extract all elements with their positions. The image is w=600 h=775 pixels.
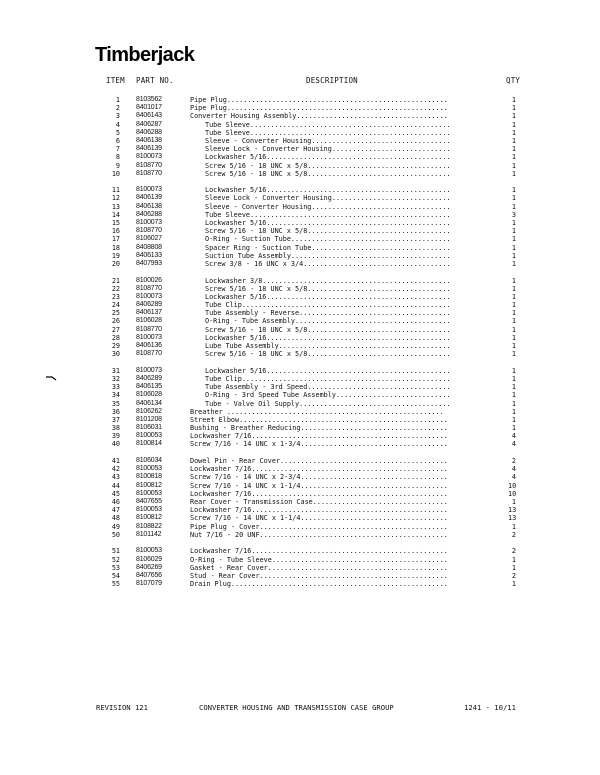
item-number: 23 [111, 292, 120, 301]
quantity: 1 [511, 317, 516, 326]
item-number: 28 [111, 333, 120, 342]
part-number: 8108770 [136, 350, 162, 358]
table-row [0, 301, 600, 309]
table-row [0, 293, 600, 301]
table-row [0, 531, 600, 539]
table-row [0, 416, 600, 424]
item-number: 49 [111, 522, 120, 531]
footer-revision: REVISION 121 [96, 703, 148, 712]
table-row [0, 309, 600, 317]
quantity: 1 [511, 194, 516, 203]
quantity: 2 [511, 457, 516, 466]
item-number: 41 [111, 457, 120, 466]
quantity: 1 [511, 284, 516, 293]
footer-page: 1241 - 10/11 [464, 703, 516, 712]
table-row [0, 162, 600, 170]
part-number: 8106031 [136, 424, 162, 432]
table-row [0, 252, 600, 260]
quantity: 1 [511, 399, 516, 408]
table-row [0, 285, 600, 293]
part-number: 8407656 [136, 571, 162, 579]
table-row [0, 194, 600, 202]
part-number: 8100073 [136, 292, 162, 300]
part-number: 8100812 [136, 481, 162, 489]
part-number: 8100053 [136, 506, 162, 514]
part-description: Screw 7/16 - 14 UNC x 1-3/4.................................... [190, 440, 448, 449]
table-row [0, 432, 600, 440]
item-number: 43 [111, 473, 120, 482]
item-number: 30 [111, 350, 120, 359]
item-number: 50 [111, 530, 120, 539]
part-number: 8100073 [136, 333, 162, 341]
footer-title: CONVERTER HOUSING AND TRANSMISSION CASE GROUP [199, 703, 394, 712]
part-description: Lockwasher 7/16................................................ [190, 506, 448, 515]
part-description: Street Elbow................................................... [190, 415, 448, 424]
part-number: 8406288 [136, 128, 162, 136]
table-row [0, 514, 600, 522]
part-number: 8106028 [136, 317, 162, 325]
quantity: 1 [511, 227, 516, 236]
item-number: 21 [111, 276, 120, 285]
item-number: 12 [111, 194, 120, 203]
quantity: 1 [511, 161, 516, 170]
quantity: 1 [511, 112, 516, 121]
item-number: 5 [115, 128, 120, 137]
part-description: Screw 5/16 - 18 UNC x 5/8................................... [205, 227, 451, 236]
quantity: 1 [511, 424, 516, 433]
part-number: 8407993 [136, 259, 162, 267]
part-description: Tube Clip................................................... [205, 374, 451, 383]
quantity: 2 [511, 547, 516, 556]
table-row [0, 482, 600, 490]
part-number: 8406289 [136, 374, 162, 382]
table-row [0, 96, 600, 104]
quantity: 1 [511, 128, 516, 137]
quantity: 1 [511, 259, 516, 268]
part-description: O-Ring - Suction Tube....................................... [205, 235, 451, 244]
part-number: 8100053 [136, 489, 162, 497]
table-row [0, 391, 600, 399]
table-row [0, 186, 600, 194]
part-description: Screw 5/16 - 18 UNC x 5/8................................... [205, 325, 451, 334]
table-row [0, 277, 600, 285]
part-description: Lockwasher 7/16................................................ [190, 489, 448, 498]
quantity: 1 [511, 309, 516, 318]
column-header-part-no: PART NO. [136, 76, 174, 85]
quantity: 10 [508, 489, 517, 498]
item-number: 45 [111, 489, 120, 498]
part-description: Nut 7/16 - 20 UNF.............................................. [190, 530, 448, 539]
part-number: 8406138 [136, 202, 162, 210]
item-number: 7 [115, 145, 120, 154]
part-number: 8100053 [136, 432, 162, 440]
quantity: 1 [511, 350, 516, 359]
part-number: 8406288 [136, 210, 162, 218]
quantity: 1 [511, 325, 516, 334]
table-row [0, 203, 600, 211]
part-description: Screw 7/16 - 14 UNC x 1-1/4.................................... [190, 481, 448, 490]
table-row [0, 137, 600, 145]
item-number: 55 [111, 580, 120, 589]
part-description: Pipe Plug - Cover.............................................. [190, 522, 448, 531]
table-row [0, 112, 600, 120]
quantity: 1 [511, 169, 516, 178]
part-number: 8100073 [136, 186, 162, 194]
quantity: 1 [511, 243, 516, 252]
item-number: 34 [111, 391, 120, 400]
part-description: O-Ring - Tube Assembly...................................... [205, 317, 451, 326]
part-number: 8100818 [136, 473, 162, 481]
table-row [0, 317, 600, 325]
item-number: 42 [111, 465, 120, 474]
quantity: 1 [511, 366, 516, 375]
quantity: 2 [511, 571, 516, 580]
table-row [0, 260, 600, 268]
quantity: 13 [508, 514, 517, 523]
quantity: 1 [511, 563, 516, 572]
part-description: Stud - Rear Cover.............................................. [190, 571, 448, 580]
item-number: 35 [111, 399, 120, 408]
part-number: 8101208 [136, 415, 162, 423]
quantity: 1 [511, 145, 516, 154]
table-row [0, 334, 600, 342]
quantity: 1 [511, 202, 516, 211]
item-number: 44 [111, 481, 120, 490]
part-number: 8100073 [136, 153, 162, 161]
part-number: 8106027 [136, 235, 162, 243]
part-description: Lockwasher 5/16............................................. [205, 219, 451, 228]
quantity: 1 [511, 251, 516, 260]
parts-list [0, 96, 600, 588]
item-number: 8 [115, 153, 120, 162]
part-number: 8100053 [136, 465, 162, 473]
part-description: Lockwasher 7/16................................................ [190, 465, 448, 474]
table-row [0, 506, 600, 514]
item-number: 36 [111, 407, 120, 416]
quantity: 1 [511, 219, 516, 228]
table-row [0, 498, 600, 506]
part-description: Screw 5/16 - 18 UNC x 5/8................................... [205, 284, 451, 293]
quantity: 1 [511, 96, 516, 104]
part-description: Tube Assembly - 3rd Speed................................... [205, 383, 451, 392]
item-number: 29 [111, 342, 120, 351]
table-row [0, 473, 600, 481]
quantity: 1 [511, 292, 516, 301]
item-number: 40 [111, 440, 120, 449]
part-description: Gasket - Rear Cover............................................ [190, 563, 448, 572]
table-row [0, 211, 600, 219]
item-number: 9 [115, 161, 120, 170]
part-description: O-Ring - 3rd Speed Tube Assembly............................ [205, 391, 451, 400]
part-number: 8100073 [136, 366, 162, 374]
item-number: 32 [111, 374, 120, 383]
item-number: 10 [111, 169, 120, 178]
part-number: 8406135 [136, 383, 162, 391]
table-row [0, 408, 600, 416]
table-row [0, 547, 600, 555]
item-number: 25 [111, 309, 120, 318]
table-row [0, 375, 600, 383]
table-row [0, 235, 600, 243]
item-number: 2 [115, 104, 120, 113]
table-row [0, 104, 600, 112]
item-number: 51 [111, 547, 120, 556]
item-number: 54 [111, 571, 120, 580]
item-number: 22 [111, 284, 120, 293]
part-number: 8406133 [136, 251, 162, 259]
part-description: Screw 7/16 - 14 UNC x 2-3/4.................................... [190, 473, 448, 482]
part-description: Breather ..................................................... [190, 407, 444, 416]
table-row [0, 367, 600, 375]
quantity: 4 [511, 440, 516, 449]
table-row [0, 326, 600, 334]
part-number: 8401017 [136, 104, 162, 112]
part-number: 8108770 [136, 227, 162, 235]
quantity: 1 [511, 276, 516, 285]
part-description: Rear Cover - Transmission Case................................. [190, 498, 448, 506]
table-row [0, 350, 600, 358]
part-number: 8100026 [136, 276, 162, 284]
item-number: 4 [115, 120, 120, 129]
part-description: Lockwasher 5/16............................................. [205, 333, 451, 342]
item-number: 1 [115, 96, 120, 104]
part-number: 8406143 [136, 112, 162, 120]
item-number: 47 [111, 506, 120, 515]
table-row [0, 342, 600, 350]
item-number: 26 [111, 317, 120, 326]
part-description: Tube Sleeve................................................. [205, 120, 451, 129]
brand-logo: Timberjack [95, 44, 195, 66]
column-header-description: DESCRIPTION [306, 76, 358, 85]
part-number: 8406136 [136, 342, 162, 350]
table-row [0, 490, 600, 498]
table-row [0, 572, 600, 580]
part-description: Screw 5/16 - 18 UNC x 5/8................................... [205, 169, 451, 178]
item-number: 20 [111, 259, 120, 268]
part-description: Lockwasher 5/16............................................. [205, 153, 451, 162]
part-number: 8406138 [136, 136, 162, 144]
table-row [0, 244, 600, 252]
part-number: 8108822 [136, 522, 162, 530]
quantity: 1 [511, 580, 516, 589]
quantity: 1 [511, 120, 516, 129]
quantity: 1 [511, 333, 516, 342]
part-number: 8406269 [136, 563, 162, 571]
item-number: 37 [111, 415, 120, 424]
item-number: 39 [111, 432, 120, 441]
item-number: 33 [111, 383, 120, 392]
part-description: Lockwasher 3/8.............................................. [205, 276, 451, 285]
table-row [0, 219, 600, 227]
quantity: 1 [511, 186, 516, 195]
item-number: 24 [111, 301, 120, 310]
quantity: 1 [511, 153, 516, 162]
part-description: Pipe Plug...................................................... [190, 104, 448, 113]
quantity: 4 [511, 432, 516, 441]
part-number: 8106034 [136, 457, 162, 465]
table-row [0, 465, 600, 473]
table-row [0, 129, 600, 137]
quantity: 10 [508, 481, 517, 490]
margin-mark [46, 376, 57, 381]
item-number: 53 [111, 563, 120, 572]
part-description: Suction Tube Assembly....................................... [205, 251, 451, 260]
part-description: Screw 5/16 - 18 UNC x 5/8................................... [205, 161, 451, 170]
item-number: 31 [111, 366, 120, 375]
quantity: 1 [511, 235, 516, 244]
part-number: 8108770 [136, 284, 162, 292]
quantity: 4 [511, 465, 516, 474]
part-description: Sleeve - Converter Housing.................................. [205, 202, 451, 211]
part-number: 8106028 [136, 391, 162, 399]
part-number: 8406134 [136, 399, 162, 407]
item-number: 16 [111, 227, 120, 236]
part-description: Screw 7/16 - 14 UNC x 1-1/4.................................... [190, 514, 448, 523]
quantity: 1 [511, 391, 516, 400]
part-number: 8103562 [136, 96, 162, 103]
part-number: 8408808 [136, 243, 162, 251]
part-number: 8406287 [136, 120, 162, 128]
part-description: O-Ring - Tube Sleeve........................................... [190, 555, 448, 564]
table-row [0, 440, 600, 448]
part-number: 8100814 [136, 440, 162, 448]
part-description: Tube Sleeve................................................. [205, 210, 451, 219]
item-number: 15 [111, 219, 120, 228]
part-description: Lockwasher 7/16................................................ [190, 547, 448, 556]
part-description: Lockwasher 5/16............................................. [205, 366, 451, 375]
item-number: 52 [111, 555, 120, 564]
part-description: Dowel Pin - Rear Cover......................................... [190, 457, 448, 466]
part-description: Lockwasher 7/16................................................ [190, 432, 448, 441]
quantity: 1 [511, 415, 516, 424]
part-number: 8106029 [136, 555, 162, 563]
item-number: 46 [111, 498, 120, 506]
table-row [0, 457, 600, 465]
table-row [0, 523, 600, 531]
table-row [0, 556, 600, 564]
part-description: Lube Tube Assembly.......................................... [205, 342, 451, 351]
part-description: Drain Plug..................................................... [190, 580, 448, 589]
quantity: 1 [511, 374, 516, 383]
item-number: 19 [111, 251, 120, 260]
part-number: 8101142 [136, 530, 162, 538]
table-row [0, 400, 600, 408]
part-description: Screw 5/16 - 18 UNC x 5/8................................... [205, 350, 451, 359]
table-row [0, 121, 600, 129]
table-row [0, 145, 600, 153]
quantity: 3 [511, 210, 516, 219]
part-number: 8406139 [136, 194, 162, 202]
part-description: Screw 3/8 - 16 UNC x 3/4.................................... [205, 259, 451, 268]
table-row [0, 227, 600, 235]
part-number: 8108770 [136, 161, 162, 169]
part-description: Pipe Plug...................................................... [190, 96, 448, 104]
part-description: Tube Sleeve................................................. [205, 128, 451, 137]
item-number: 18 [111, 243, 120, 252]
quantity: 1 [511, 498, 516, 506]
part-number: 8108770 [136, 169, 162, 177]
part-number: 8100812 [136, 514, 162, 522]
item-number: 14 [111, 210, 120, 219]
part-description: Sleeve - Converter Housing.................................. [205, 136, 451, 145]
quantity: 1 [511, 522, 516, 531]
quantity: 1 [511, 301, 516, 310]
item-number: 11 [111, 186, 120, 195]
part-description: Tube Clip................................................... [205, 301, 451, 310]
quantity: 2 [511, 530, 516, 539]
part-description: Sleeve Lock - Converter Housing............................. [205, 145, 451, 154]
part-number: 8107079 [136, 580, 162, 588]
part-description: Bushing - Breather Reducing.................................... [190, 424, 448, 433]
part-number: 8407655 [136, 498, 162, 505]
item-number: 17 [111, 235, 120, 244]
part-description: Converter Housing Assembly..................................... [190, 112, 448, 121]
quantity: 1 [511, 104, 516, 113]
item-number: 38 [111, 424, 120, 433]
part-number: 8100073 [136, 219, 162, 227]
quantity: 1 [511, 383, 516, 392]
table-row [0, 170, 600, 178]
item-number: 13 [111, 202, 120, 211]
table-row [0, 424, 600, 432]
part-description: Tube Assembly - Reverse..................................... [205, 309, 451, 318]
quantity: 4 [511, 473, 516, 482]
item-number: 48 [111, 514, 120, 523]
item-number: 6 [115, 136, 120, 145]
part-number: 8106262 [136, 407, 162, 415]
table-row [0, 153, 600, 161]
table-row [0, 564, 600, 572]
table-row [0, 383, 600, 391]
part-number: 8100053 [136, 547, 162, 555]
quantity: 1 [511, 342, 516, 351]
part-description: Sleeve Lock - Converter Housing............................. [205, 194, 451, 203]
part-number: 8406289 [136, 301, 162, 309]
item-number: 27 [111, 325, 120, 334]
quantity: 1 [511, 555, 516, 564]
column-header-item: ITEM [106, 76, 125, 85]
part-number: 8108770 [136, 325, 162, 333]
part-description: Lockwasher 5/16............................................. [205, 292, 451, 301]
quantity: 13 [508, 506, 517, 515]
part-number: 8406139 [136, 145, 162, 153]
part-description: Lockwasher 5/16............................................. [205, 186, 451, 195]
quantity: 1 [511, 407, 516, 416]
part-description: Tube - Valve Oil Supply..................................... [205, 399, 451, 408]
item-number: 3 [115, 112, 120, 121]
column-header-qty: QTY [506, 76, 521, 85]
table-row [0, 580, 600, 588]
quantity: 1 [511, 136, 516, 145]
part-description: Spacer Ring - Suction Tube.................................. [205, 243, 451, 252]
part-number: 8406137 [136, 309, 162, 317]
